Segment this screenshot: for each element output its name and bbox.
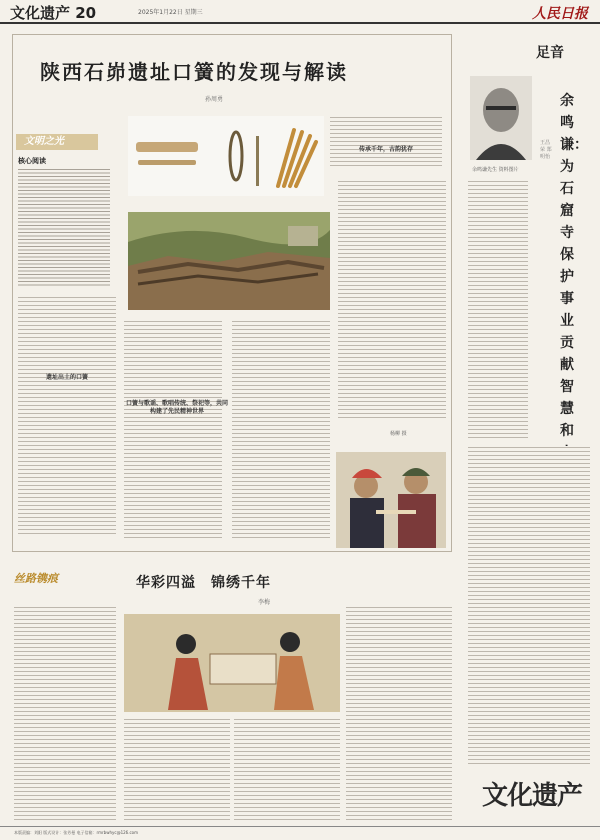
photo-caption-quote <box>330 146 442 168</box>
column-badge-wenming: 文明之光 <box>16 134 98 150</box>
second-body-column-2 <box>124 718 230 820</box>
core-reading-label: 核心阅读 <box>18 156 46 165</box>
body-column-1 <box>18 296 116 536</box>
photo-caption-text: 传承千年，古韵犹存 <box>358 146 413 153</box>
second-article-byline: 李梅 <box>258 599 271 606</box>
performers-illustration <box>336 452 446 548</box>
feature-column-a <box>468 180 528 440</box>
feature-author: 王昌荣 郑明怡 <box>540 140 552 160</box>
cultural-heritage-logo: 文化遗产 <box>481 781 582 811</box>
photo-signature: 杨柳 摄 <box>390 431 407 437</box>
subhead-artifacts: 遗址出土的口簧 <box>45 374 88 381</box>
section-title: 文化遗产 20 <box>10 4 97 22</box>
second-article-title: 华彩四溢 锦绣千年 <box>136 575 271 591</box>
subhead-traditions: 口簧与歌谣、歌唱传统、祭祀等，共同构建了先民精神世界 <box>125 400 228 415</box>
performers-photo <box>336 452 446 548</box>
column-badge-silkroad: 丝路镌痕 <box>14 572 58 585</box>
intro-text-block <box>18 168 110 286</box>
page-footer: 本版责编：刘阳 版式设计：张芳曼 电子信箱：rmrbwhyc@126.com <box>0 826 600 840</box>
body-column-4 <box>338 180 446 418</box>
second-body-column-3 <box>234 718 340 820</box>
newspaper-logo: 人民日报 <box>532 6 588 22</box>
feature-column-b <box>468 446 590 766</box>
mural-painting <box>124 614 340 712</box>
mouth-harp-artifacts-photo <box>128 116 324 196</box>
second-body-column-4 <box>346 606 452 820</box>
portrait-photo <box>470 76 532 160</box>
shimao-site-aerial-photo <box>128 212 330 310</box>
body-column-2 <box>124 320 222 540</box>
portrait-illustration <box>470 76 532 160</box>
body-column-3 <box>232 320 330 540</box>
artifacts-illustration <box>128 116 324 196</box>
second-body-column-1 <box>14 606 116 820</box>
issue-date: 2025年1月22日 星期三 <box>138 9 203 16</box>
main-article-byline: 孙周勇 <box>205 96 224 103</box>
mural-illustration <box>124 614 340 712</box>
site-illustration <box>128 212 330 310</box>
column-footmark-label: 足音 <box>536 45 564 61</box>
main-article-title: 陕西石峁遗址口簧的发现与解读 <box>40 60 348 84</box>
feature-title: 余鸣谦：为石窟寺保护事业贡献智慧和 <box>560 93 588 439</box>
portrait-caption: 余鸣谦先生 资料图片 <box>472 167 519 173</box>
